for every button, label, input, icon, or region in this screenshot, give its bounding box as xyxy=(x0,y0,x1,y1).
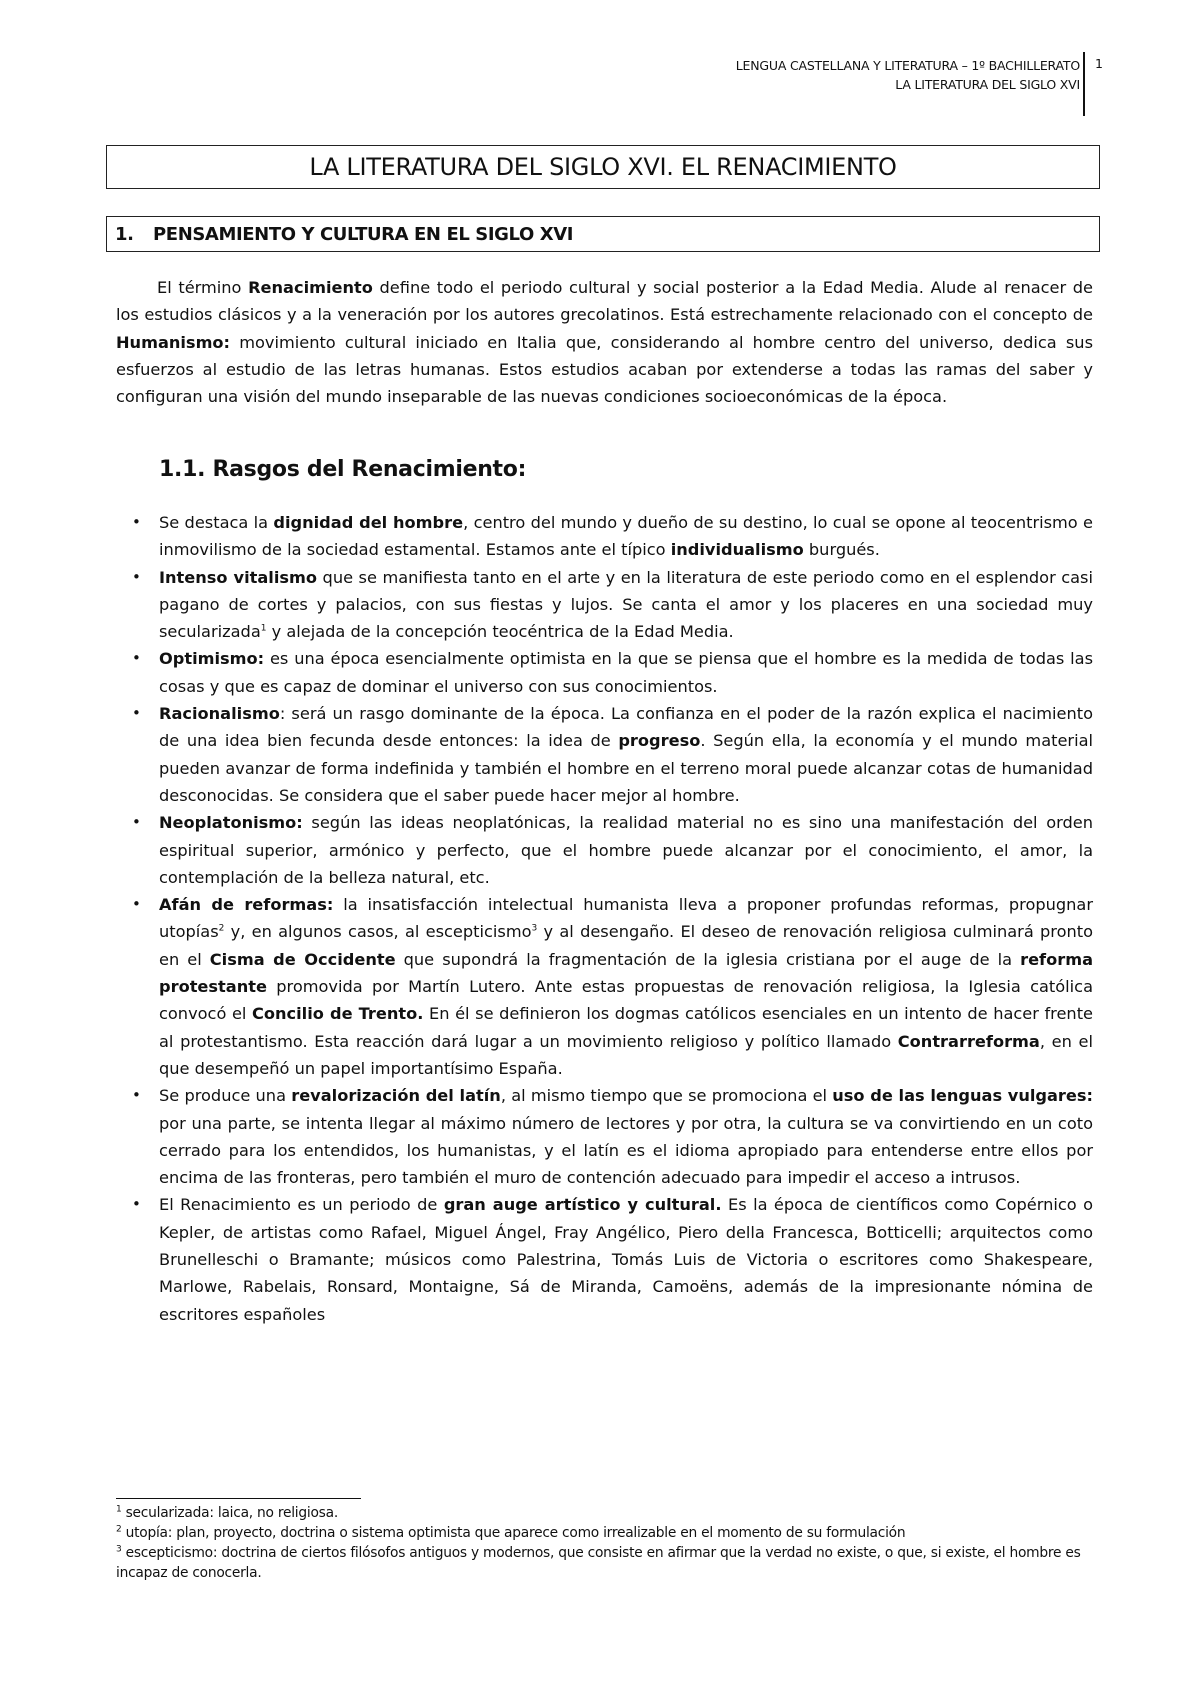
key-term: uso de las lenguas vulgares: xyxy=(832,1086,1093,1106)
item-text: y, en algunos casos, al escepticismo xyxy=(224,922,532,942)
list-item xyxy=(132,809,1093,891)
key-term: progreso xyxy=(618,731,701,751)
running-header xyxy=(736,56,1080,94)
key-term: Cisma de Occidente xyxy=(209,949,396,969)
item-text: : será un rasgo dominante de la época. La confianza en el poder de la razón explica el nacimiento de una idea bien fecunda desde entonces: la idea de xyxy=(159,704,1093,751)
term-renacimiento: Renacimiento xyxy=(248,278,373,297)
key-term: Racionalismo xyxy=(159,704,280,724)
item-text: Se destaca la xyxy=(159,513,274,532)
bullet-icon: • xyxy=(132,567,141,586)
item-text: y alejada de la concepción teocéntrica de la Edad Media. xyxy=(266,622,734,642)
item-text: , en el que desempeñó un papel importantísimo España. xyxy=(159,1031,1093,1078)
footnote-ref: 2 xyxy=(218,924,225,935)
intro-text: define todo el periodo cultural y social posterior a la Edad Media. Alude al renacer de los estudios clásicos y a la veneración por los autores grecolatinos. Está estrechamente relacionado con el concepto de xyxy=(116,278,1094,325)
key-term: dignidad del hombre xyxy=(273,513,464,532)
list-item xyxy=(132,700,1093,809)
header-divider xyxy=(1083,52,1085,116)
key-term: gran auge artístico y cultural. xyxy=(443,1195,722,1215)
item-text: que supondrá la fragmentación de la iglesia cristiana por el auge de la xyxy=(395,949,1021,969)
footnotes xyxy=(116,1503,1093,1583)
document-title xyxy=(106,145,1100,189)
item-text: burgués. xyxy=(803,540,880,560)
key-term: Neoplatonismo: xyxy=(159,813,303,833)
page-number: 1 xyxy=(1095,56,1103,71)
key-term: Intenso vitalismo xyxy=(159,567,318,587)
intro-text: El término xyxy=(157,278,249,297)
bullet-icon: • xyxy=(132,813,141,832)
section-number: 1. xyxy=(115,223,134,245)
bullet-icon: • xyxy=(132,513,141,531)
footnote-text: escepticismo: doctrina de ciertos filósofos antiguos y modernos, que consiste en afirmar que la verdad no existe, o que, si existe, el hombre es incapaz de conocerla. xyxy=(116,1545,1081,1581)
footnote xyxy=(116,1523,1093,1543)
item-text: Se produce una xyxy=(159,1086,292,1106)
bullet-icon: • xyxy=(132,704,141,723)
item-text: que se manifiesta tanto en el arte y en la literatura de este periodo como en el esplendor casi pagano de cortes y palacios, con sus fiestas y lujos. Se canta el amor y los placeres en una sociedad muy secularizada xyxy=(159,567,1093,642)
key-term: Optimismo: xyxy=(159,649,265,669)
bullet-icon: • xyxy=(132,895,141,914)
bullet-icon: • xyxy=(132,649,141,668)
item-text: según las ideas neoplatónicas, la realidad material no es sino una manifestación del orden espiritual superior, armónico y perfecto, que el hombre puede alcanzar por el conocimiento, el amor, la contemplación de la belleza natural, etc. xyxy=(159,813,1093,887)
intro-paragraph xyxy=(116,274,1093,410)
list-item xyxy=(132,509,1094,564)
footnote-ref: 1 xyxy=(260,623,267,634)
item-text: En él se definieron los dogmas católicos esenciales en un intento de hacer frente al protestantismo. Esta reacción dará lugar a un movimiento religioso y político llamado xyxy=(159,1004,1094,1051)
footnote xyxy=(116,1543,1093,1583)
list-item xyxy=(132,645,1093,700)
item-text: . Según ella, la economía y el mundo material pueden avanzar de forma indefinida y también el hombre en el terreno moral puede alcanzar cotas de humanidad desconocidas. Se considera que el saber puede hacer mejor al hombre. xyxy=(159,731,1093,805)
item-text: es una época esencialmente optimista en la que se piensa que el hombre es la medida de todas las cosas y que es capaz de dominar el universo con sus conocimientos. xyxy=(159,649,1093,696)
section-title: PENSAMIENTO Y CULTURA EN EL SIGLO XVI xyxy=(153,223,574,245)
key-term: revalorización del latín xyxy=(291,1086,501,1106)
footnote-mark: 1 xyxy=(116,1504,122,1515)
footnote-text: secularizada: laica, no religiosa. xyxy=(121,1505,338,1521)
footnote xyxy=(116,1503,1093,1523)
subsection-heading: 1.1. Rasgos del Renacimiento: xyxy=(159,457,527,482)
bullet-icon: • xyxy=(132,1086,141,1105)
bullet-icon: • xyxy=(132,1195,141,1214)
key-term: Concilio de Trento. xyxy=(252,1004,424,1024)
footnote-ref: 3 xyxy=(531,924,538,935)
item-text: , centro del mundo y dueño de su destino, lo cual se opone al teocentrismo e inmovilismo de la sociedad estamental. Estamos ante el típico xyxy=(159,513,1094,560)
footnote-separator xyxy=(116,1498,361,1499)
item-text: la insatisfacción intelectual humanista lleva a proponer profundas reformas, propugnar utopías xyxy=(159,895,1093,942)
header-topic: LA LITERATURA DEL SIGLO XVI xyxy=(895,77,1080,92)
list-item xyxy=(132,1082,1093,1191)
key-term: Afán de reformas: xyxy=(159,895,334,915)
footnote-text: utopía: plan, proyecto, doctrina o sistema optimista que aparece como irrealizable en el momento de su formulación xyxy=(121,1525,906,1541)
document-title-text: LA LITERATURA DEL SIGLO XVI. EL RENACIMIENTO xyxy=(309,153,897,181)
footnote-mark: 2 xyxy=(116,1524,122,1535)
list-item xyxy=(132,891,1094,1082)
list-item xyxy=(132,1191,1093,1327)
key-term: individualismo xyxy=(670,540,804,560)
section-heading xyxy=(106,216,1100,252)
term-humanismo: Humanismo: xyxy=(116,332,231,352)
item-text: El Renacimiento es un periodo de xyxy=(159,1195,444,1215)
key-term: reforma protestante xyxy=(159,949,1093,997)
item-text: , al mismo tiempo que se promociona el xyxy=(500,1086,833,1106)
item-text: por una parte, se intenta llegar al máximo número de lectores y por otra, la cultura se va convirtiendo en un coto cerrado para los entendidos, los humanistas, y el latín es el idioma apropiado para entenderse entre ellos por encima de las fronteras, pero también el muro de contención adecuado para impedir el acceso a intrusos. xyxy=(159,1113,1093,1188)
list-item xyxy=(132,564,1093,646)
key-term: Contrarreforma xyxy=(897,1031,1040,1051)
features-list xyxy=(132,509,1094,1328)
item-text: Es la época de científicos como Copérnico o Kepler, de artistas como Rafael, Miguel Ángel, Fray Angélico, Piero della Francesca, Botticelli; arquitectos como Brunelleschi o Bramante; músicos como Palestrina, Tomás Luis de Victoria o escritores como Shakespeare, Marlowe, Rabelais, Ronsard, Montaigne, Sá de Miranda, Camoëns, además de la impresionante nómina de escritores españoles xyxy=(159,1195,1093,1324)
item-text: y al desengaño. El deseo de renovación religiosa culminará pronto en el xyxy=(159,922,1093,969)
header-course: LENGUA CASTELLANA Y LITERATURA – 1º BACHILLERATO xyxy=(735,58,1080,73)
item-text: promovida por Martín Lutero. Ante estas propuestas de renovación religiosa, la Iglesia católica convocó el xyxy=(159,977,1093,1024)
intro-text: movimiento cultural iniciado en Italia que, considerando al hombre centro del universo, dedica sus esfuerzos al estudio de las letras humanas. Estos estudios acaban por extenderse a todas las ramas del saber y configuran una visión del mundo inseparable de las nuevas condiciones socioeconómicas de la época. xyxy=(116,332,1093,407)
footnote-mark: 3 xyxy=(116,1544,122,1555)
